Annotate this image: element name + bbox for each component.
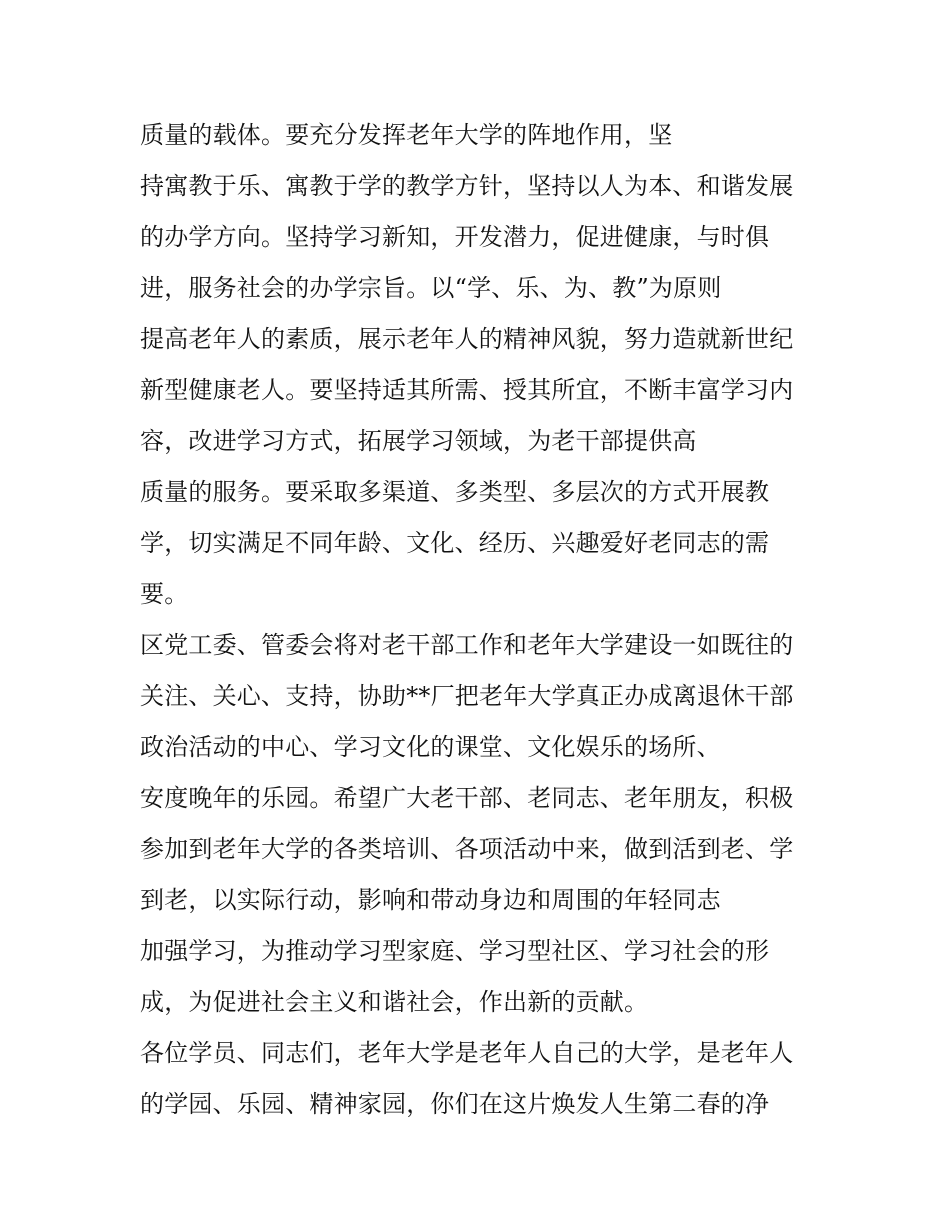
text-line: 的办学方向。坚持学习新知，开发潜力，促进健康，与时俱 [140,223,770,251]
text-line: 容，改进学习方式，拓展学习领域，为老干部提供高 [140,427,697,455]
text-line: 新型健康老人。要坚持适其所需、授其所宜，不断丰富学习内 [140,376,794,404]
text-line: 进，服务社会的办学宗旨。以“学、乐、为、教”为原则 [140,274,722,302]
text-line: 政治活动的中心、学习文化的课堂、文化娱乐的场所、 [140,733,721,761]
text-line: 的学园、乐园、精神家园，你们在这片焕发人生第二春的净 [140,1090,770,1118]
text-line: 安度晚年的乐园。希望广大老干部、老同志、老年朋友，积极 [140,784,794,812]
text-line: 学，切实满足不同年龄、文化、经历、兴趣爱好老同志的需 [140,529,770,557]
text-line: 加强学习，为推动学习型家庭、学习型社区、学习社会的形 [140,937,770,965]
text-line: 到老，以实际行动，影响和带动身边和周围的年轻同志 [140,886,721,914]
text-line: 持寓教于乐、寓教于学的教学方针，坚持以人为本、和谐发展 [140,172,794,200]
text-line: 质量的服务。要采取多渠道、多类型、多层次的方式开展教 [140,478,770,506]
text-line: 各位学员、同志们，老年大学是老年人自己的大学，是老年人 [140,1039,794,1067]
text-line: 质量的载体。要充分发挥老年大学的阵地作用，坚 [140,121,673,149]
text-line: 提高老年人的素质，展示老年人的精神风貌，努力造就新世纪 [140,325,794,353]
text-line: 参加到老年大学的各类培训、各项活动中来，做到活到老、学 [140,835,794,863]
text-line: 区党工委、管委会将对老干部工作和老年大学建设一如既往的 [140,631,794,659]
text-line: 要。 [140,580,189,608]
text-line: 关注、关心、支持，协助**厂把老年大学真正办成离退休干部 [140,682,794,710]
document-body [140,110,830,1130]
text-line: 成，为促进社会主义和谐社会，作出新的贡献。 [140,988,649,1016]
